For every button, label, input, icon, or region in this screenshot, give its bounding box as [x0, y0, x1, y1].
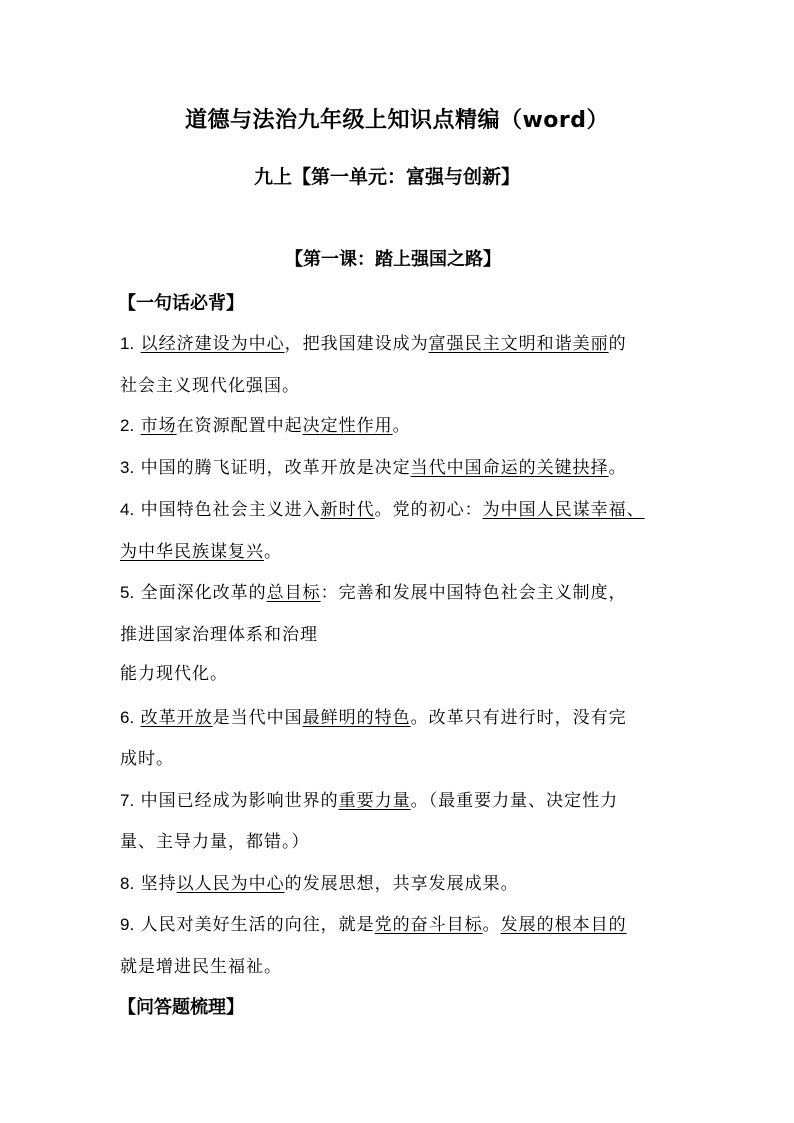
- item-text: 坚持: [140, 874, 177, 894]
- item-text: 。党的初心：: [374, 500, 483, 520]
- item-number: 8.: [120, 874, 135, 893]
- list-item-5-line-1: [120, 578, 627, 603]
- item-text: 的: [608, 334, 627, 354]
- item-text: 。: [264, 542, 282, 562]
- list-item-1-line-2: 社会主义现代化强国。: [120, 376, 300, 396]
- item-number: 2.: [120, 416, 135, 435]
- lesson-title: 【第一课：踏上强国之路】: [285, 249, 501, 270]
- list-item-2: [120, 411, 411, 436]
- key-phrase: 为中华民族谋复兴: [120, 542, 264, 562]
- item-text: 全面深化改革的: [140, 583, 267, 603]
- item-text: 的发展思想，共享发展成果。: [284, 874, 519, 894]
- list-item-5-line-2: 推进国家治理体系和治理: [120, 625, 318, 645]
- key-phrase: 重要力量: [338, 791, 411, 811]
- item-text: 人民对美好生活的向往，就是: [140, 915, 375, 935]
- list-item-7-line-1: [120, 786, 618, 811]
- item-text: 。（最重要力量、决定性力: [410, 791, 619, 811]
- item-text: 中国已经成为影响世界的: [140, 791, 339, 811]
- list-item-9-line-2: 就是增进民生福祉。: [120, 957, 282, 977]
- item-number: 9.: [120, 915, 135, 934]
- list-item-4-line-1: [120, 495, 645, 520]
- key-phrase: 新时代: [320, 500, 375, 520]
- item-text: 。: [608, 458, 627, 478]
- item-text: ，把我国建设成为: [284, 334, 429, 354]
- list-item-6-line-2: 成时。: [120, 749, 174, 769]
- key-phrase: 决定性作用: [302, 416, 393, 436]
- key-phrase: 总目标: [266, 583, 321, 603]
- item-text: 。: [482, 915, 501, 935]
- key-phrase: 以经济建设为中心: [140, 334, 285, 354]
- item-number: 7.: [120, 791, 135, 810]
- item-text: 。改革只有进行时，没有完: [410, 708, 627, 728]
- item-text: ：完善和发展中国特色社会主义制度，: [320, 583, 627, 603]
- key-phrase: 为中国人民谋幸福、: [482, 500, 645, 520]
- key-phrase: 改革开放: [140, 708, 213, 728]
- item-number: 6.: [120, 708, 135, 727]
- item-number: 5.: [120, 583, 135, 602]
- key-phrase: 当代中国命运的关键抉择: [410, 458, 609, 478]
- key-phrase: 市场: [140, 416, 177, 436]
- item-number: 1.: [120, 334, 135, 353]
- list-item-9-line-1: [120, 910, 627, 935]
- section-heading-qa: 【问答题梳理】: [118, 997, 244, 1018]
- list-item-7-line-2: 量、主导力量，都错。）: [120, 832, 310, 852]
- item-text: 中国的腾飞证明，改革开放是决定: [140, 458, 411, 478]
- section-heading-memorize: 【一句话必背】: [118, 293, 244, 314]
- key-phrase: 党的奋斗目标: [374, 915, 483, 935]
- key-phrase: 以人民为中心: [176, 874, 285, 894]
- list-item-3: [120, 453, 627, 478]
- key-phrase: 发展的根本目的: [500, 915, 627, 935]
- item-text: 是当代中国: [212, 708, 303, 728]
- list-item-8: [120, 869, 519, 894]
- unit-title: 九上【第一单元：富强与创新】: [254, 166, 521, 188]
- item-number: 4.: [120, 500, 135, 519]
- list-item-5-line-3: 能力现代化。: [120, 664, 228, 684]
- key-phrase: 最鲜明的特色: [302, 708, 411, 728]
- list-item-4-line-2: [120, 537, 282, 562]
- item-text: 。: [392, 416, 411, 436]
- item-text: 中国特色社会主义进入: [140, 500, 321, 520]
- item-number: 3.: [120, 458, 135, 477]
- item-text: 在资源配置中起: [176, 416, 303, 436]
- list-item-6-line-1: [120, 703, 627, 728]
- list-item-1-line-1: [120, 329, 627, 354]
- document-title: 道德与法治九年级上知识点精编（word）: [184, 108, 610, 133]
- key-phrase: 富强民主文明和谐美丽: [428, 334, 609, 354]
